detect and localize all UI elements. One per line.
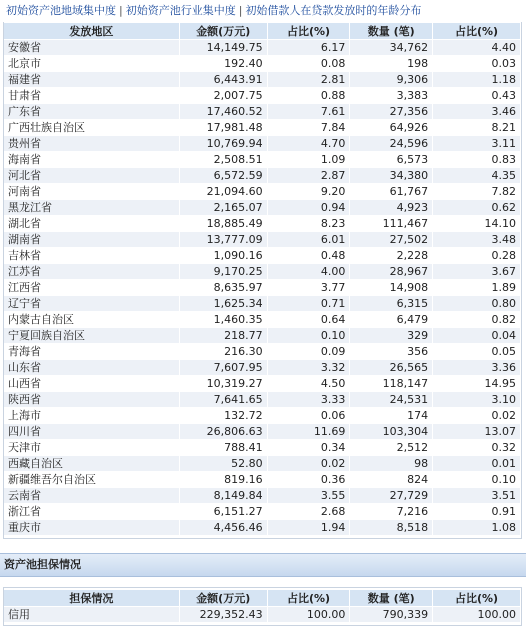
- cell-amount: 1,090.16: [180, 248, 268, 264]
- cell-name: 浙江省: [4, 504, 180, 520]
- cell-amount-share: 11.69: [268, 424, 351, 440]
- table-row: [4, 88, 521, 104]
- cell-count-share: 0.10: [433, 472, 521, 488]
- cell-name: 辽宁省: [4, 296, 180, 312]
- cell-count-share: 3.11: [433, 136, 521, 152]
- cell-name: 内蒙古自治区: [4, 312, 180, 328]
- cell-count: 174: [350, 408, 433, 424]
- cell-name: 山东省: [4, 360, 180, 376]
- cell-name: 江西省: [4, 280, 180, 296]
- column-header-amount: 金额(万元): [180, 23, 268, 40]
- column-header-amount-share: 占比(%): [268, 23, 351, 40]
- cell-amount-share: 7.84: [268, 120, 351, 136]
- cell-count: 98: [350, 456, 433, 472]
- cell-name: 陕西省: [4, 392, 180, 408]
- cell-amount: 14,149.75: [180, 40, 268, 56]
- cell-count-share: 3.10: [433, 392, 521, 408]
- cell-count-share: 3.46: [433, 104, 521, 120]
- column-header-amount-share: 占比(%): [268, 590, 351, 607]
- tab-borrower-age-distribution[interactable]: 初始借款人在贷款发放时的年龄分布: [245, 4, 422, 17]
- column-header-guarantee-type: 担保情况: [4, 590, 180, 607]
- cell-name: 吉林省: [4, 248, 180, 264]
- cell-count: 26,565: [350, 360, 433, 376]
- cell-count-share: 0.91: [433, 504, 521, 520]
- cell-name: 广西壮族自治区: [4, 120, 180, 136]
- cell-amount-share: 3.55: [268, 488, 351, 504]
- cell-amount-share: 0.09: [268, 344, 351, 360]
- cell-count-share: 14.95: [433, 376, 521, 392]
- cell-amount: 2,508.51: [180, 152, 268, 168]
- cell-amount: 17,981.48: [180, 120, 268, 136]
- cell-name: 河南省: [4, 184, 180, 200]
- column-header-amount: 金额(万元): [180, 590, 268, 607]
- cell-count: 790,339: [350, 607, 433, 623]
- table-row: [4, 376, 521, 392]
- cell-amount-share: 7.61: [268, 104, 351, 120]
- cell-count-share: 100.00: [433, 607, 521, 623]
- cell-name: 河北省: [4, 168, 180, 184]
- cell-name: 贵州省: [4, 136, 180, 152]
- cell-count: 24,531: [350, 392, 433, 408]
- cell-amount-share: 0.71: [268, 296, 351, 312]
- table-row: [4, 40, 521, 56]
- cell-count: 8,518: [350, 520, 433, 536]
- table-row: [4, 607, 521, 623]
- cell-amount: 4,456.46: [180, 520, 268, 536]
- cell-name: 山西省: [4, 376, 180, 392]
- table-row: [4, 456, 521, 472]
- cell-amount-share: 2.81: [268, 72, 351, 88]
- cell-count: 64,926: [350, 120, 433, 136]
- cell-amount: 1,625.34: [180, 296, 268, 312]
- cell-count: 824: [350, 472, 433, 488]
- cell-count: 28,967: [350, 264, 433, 280]
- cell-amount-share: 0.02: [268, 456, 351, 472]
- cell-count: 356: [350, 344, 433, 360]
- table-row: [4, 248, 521, 264]
- cell-amount: 216.30: [180, 344, 268, 360]
- cell-name: 云南省: [4, 488, 180, 504]
- table-row: [4, 328, 521, 344]
- cell-amount: 819.16: [180, 472, 268, 488]
- table-row: [4, 104, 521, 120]
- cell-amount-share: 0.34: [268, 440, 351, 456]
- table-row: [4, 152, 521, 168]
- cell-count: 198: [350, 56, 433, 72]
- cell-amount: 132.72: [180, 408, 268, 424]
- table-row: [4, 344, 521, 360]
- cell-amount-share: 0.64: [268, 312, 351, 328]
- cell-count: 118,147: [350, 376, 433, 392]
- region-table-header-row: [4, 23, 521, 40]
- cell-count: 34,762: [350, 40, 433, 56]
- guarantee-section-title: 资产池担保情况: [0, 553, 526, 577]
- cell-count-share: 0.05: [433, 344, 521, 360]
- cell-amount: 8,149.84: [180, 488, 268, 504]
- tab-separator: |: [119, 4, 123, 17]
- column-header-region: 发放地区: [4, 23, 180, 40]
- column-header-count-share: 占比(%): [433, 23, 521, 40]
- cell-count-share: 0.04: [433, 328, 521, 344]
- cell-amount-share: 0.06: [268, 408, 351, 424]
- cell-name: 广东省: [4, 104, 180, 120]
- table-row: [4, 264, 521, 280]
- table-row: [4, 232, 521, 248]
- cell-name: 安徽省: [4, 40, 180, 56]
- cell-count-share: 3.48: [433, 232, 521, 248]
- region-table-container: [3, 22, 522, 539]
- cell-count: 4,923: [350, 200, 433, 216]
- table-row: [4, 408, 521, 424]
- cell-amount: 2,007.75: [180, 88, 268, 104]
- cell-amount: 7,641.65: [180, 392, 268, 408]
- column-header-count: 数量 (笔): [350, 590, 433, 607]
- cell-amount: 26,806.63: [180, 424, 268, 440]
- cell-name: 湖南省: [4, 232, 180, 248]
- cell-count: 3,383: [350, 88, 433, 104]
- cell-count: 6,573: [350, 152, 433, 168]
- cell-count-share: 0.32: [433, 440, 521, 456]
- cell-name: 黑龙江省: [4, 200, 180, 216]
- table-row: [4, 392, 521, 408]
- cell-count-share: 0.28: [433, 248, 521, 264]
- table-row: [4, 488, 521, 504]
- cell-count: 2,228: [350, 248, 433, 264]
- table-row: [4, 200, 521, 216]
- tab-industry-concentration[interactable]: 初始资产池行业集中度: [125, 4, 236, 17]
- cell-count-share: 0.43: [433, 88, 521, 104]
- cell-amount-share: 4.50: [268, 376, 351, 392]
- cell-count-share: 3.67: [433, 264, 521, 280]
- cell-count: 61,767: [350, 184, 433, 200]
- cell-count: 6,315: [350, 296, 433, 312]
- cell-amount: 7,607.95: [180, 360, 268, 376]
- cell-count-share: 8.21: [433, 120, 521, 136]
- table-row: [4, 296, 521, 312]
- cell-name: 福建省: [4, 72, 180, 88]
- cell-count: 111,467: [350, 216, 433, 232]
- cell-amount-share: 0.88: [268, 88, 351, 104]
- cell-name: 上海市: [4, 408, 180, 424]
- guarantee-table-container: [3, 587, 522, 626]
- cell-amount-share: 4.00: [268, 264, 351, 280]
- cell-name: 海南省: [4, 152, 180, 168]
- table-row: [4, 472, 521, 488]
- cell-amount: 10,319.27: [180, 376, 268, 392]
- cell-name: 甘肃省: [4, 88, 180, 104]
- cell-count-share: 0.62: [433, 200, 521, 216]
- cell-amount: 1,460.35: [180, 312, 268, 328]
- table-row: [4, 424, 521, 440]
- cell-amount: 13,777.09: [180, 232, 268, 248]
- cell-count: 34,380: [350, 168, 433, 184]
- cell-amount: 9,170.25: [180, 264, 268, 280]
- cell-count-share: 1.89: [433, 280, 521, 296]
- cell-amount-share: 6.01: [268, 232, 351, 248]
- tab-bar: [0, 0, 526, 22]
- cell-count: 7,216: [350, 504, 433, 520]
- cell-amount-share: 3.77: [268, 280, 351, 296]
- region-table-body: [4, 40, 521, 536]
- cell-amount-share: 3.32: [268, 360, 351, 376]
- table-row: [4, 312, 521, 328]
- cell-name: 信用: [4, 607, 180, 623]
- cell-count-share: 0.03: [433, 56, 521, 72]
- cell-count: 14,908: [350, 280, 433, 296]
- table-row: [4, 504, 521, 520]
- tab-region-concentration[interactable]: 初始资产池地域集中度: [6, 4, 116, 17]
- cell-name: 西藏自治区: [4, 456, 180, 472]
- cell-amount: 52.80: [180, 456, 268, 472]
- cell-count-share: 0.01: [433, 456, 521, 472]
- cell-amount: 6,443.91: [180, 72, 268, 88]
- cell-amount: 17,460.52: [180, 104, 268, 120]
- cell-count: 9,306: [350, 72, 433, 88]
- cell-amount-share: 1.94: [268, 520, 351, 536]
- cell-amount-share: 3.33: [268, 392, 351, 408]
- cell-amount: 10,769.94: [180, 136, 268, 152]
- cell-amount-share: 8.23: [268, 216, 351, 232]
- region-table: [4, 23, 521, 536]
- guarantee-table-header-row: [4, 590, 521, 607]
- cell-count-share: 1.08: [433, 520, 521, 536]
- cell-amount-share: 100.00: [268, 607, 351, 623]
- cell-count: 329: [350, 328, 433, 344]
- cell-amount-share: 0.48: [268, 248, 351, 264]
- cell-amount: 2,165.07: [180, 200, 268, 216]
- cell-name: 天津市: [4, 440, 180, 456]
- cell-count-share: 0.82: [433, 312, 521, 328]
- cell-count-share: 3.36: [433, 360, 521, 376]
- cell-amount-share: 0.36: [268, 472, 351, 488]
- cell-count-share: 4.40: [433, 40, 521, 56]
- table-row: [4, 168, 521, 184]
- cell-amount-share: 0.94: [268, 200, 351, 216]
- cell-amount: 21,094.60: [180, 184, 268, 200]
- tab-separator: |: [238, 4, 243, 17]
- cell-amount: 18,885.49: [180, 216, 268, 232]
- table-row: [4, 72, 521, 88]
- table-row: [4, 520, 521, 536]
- cell-name: 重庆市: [4, 520, 180, 536]
- cell-amount-share: 1.09: [268, 152, 351, 168]
- cell-amount-share: 2.87: [268, 168, 351, 184]
- cell-count-share: 14.10: [433, 216, 521, 232]
- guarantee-table: [4, 590, 521, 623]
- table-row: [4, 216, 521, 232]
- table-row: [4, 56, 521, 72]
- cell-name: 宁夏回族自治区: [4, 328, 180, 344]
- cell-count-share: 0.02: [433, 408, 521, 424]
- cell-name: 新疆维吾尔自治区: [4, 472, 180, 488]
- cell-count-share: 3.51: [433, 488, 521, 504]
- cell-count-share: 1.18: [433, 72, 521, 88]
- cell-amount: 8,635.97: [180, 280, 268, 296]
- guarantee-table-body: [4, 607, 521, 623]
- cell-count: 27,356: [350, 104, 433, 120]
- cell-amount-share: 0.10: [268, 328, 351, 344]
- cell-count-share: 13.07: [433, 424, 521, 440]
- column-header-count-share: 占比(%): [433, 590, 521, 607]
- table-row: [4, 184, 521, 200]
- cell-name: 四川省: [4, 424, 180, 440]
- cell-amount-share: 9.20: [268, 184, 351, 200]
- cell-name: 湖北省: [4, 216, 180, 232]
- table-row: [4, 136, 521, 152]
- cell-amount-share: 6.17: [268, 40, 351, 56]
- column-header-count: 数量 (笔): [350, 23, 433, 40]
- table-row: [4, 360, 521, 376]
- cell-name: 江苏省: [4, 264, 180, 280]
- cell-count: 2,512: [350, 440, 433, 456]
- cell-amount: 192.40: [180, 56, 268, 72]
- cell-count: 103,304: [350, 424, 433, 440]
- cell-amount: 229,352.43: [180, 607, 268, 623]
- cell-name: 北京市: [4, 56, 180, 72]
- cell-count-share: 0.80: [433, 296, 521, 312]
- table-row: [4, 120, 521, 136]
- cell-amount: 788.41: [180, 440, 268, 456]
- cell-count: 6,479: [350, 312, 433, 328]
- cell-count: 27,502: [350, 232, 433, 248]
- cell-amount: 6,151.27: [180, 504, 268, 520]
- cell-amount: 218.77: [180, 328, 268, 344]
- cell-name: 青海省: [4, 344, 180, 360]
- cell-amount-share: 2.68: [268, 504, 351, 520]
- cell-count: 27,729: [350, 488, 433, 504]
- cell-amount: 6,572.59: [180, 168, 268, 184]
- cell-count-share: 0.83: [433, 152, 521, 168]
- cell-amount-share: 4.70: [268, 136, 351, 152]
- cell-count-share: 4.35: [433, 168, 521, 184]
- cell-count: 24,596: [350, 136, 433, 152]
- cell-count-share: 7.82: [433, 184, 521, 200]
- table-row: [4, 440, 521, 456]
- cell-amount-share: 0.08: [268, 56, 351, 72]
- table-row: [4, 280, 521, 296]
